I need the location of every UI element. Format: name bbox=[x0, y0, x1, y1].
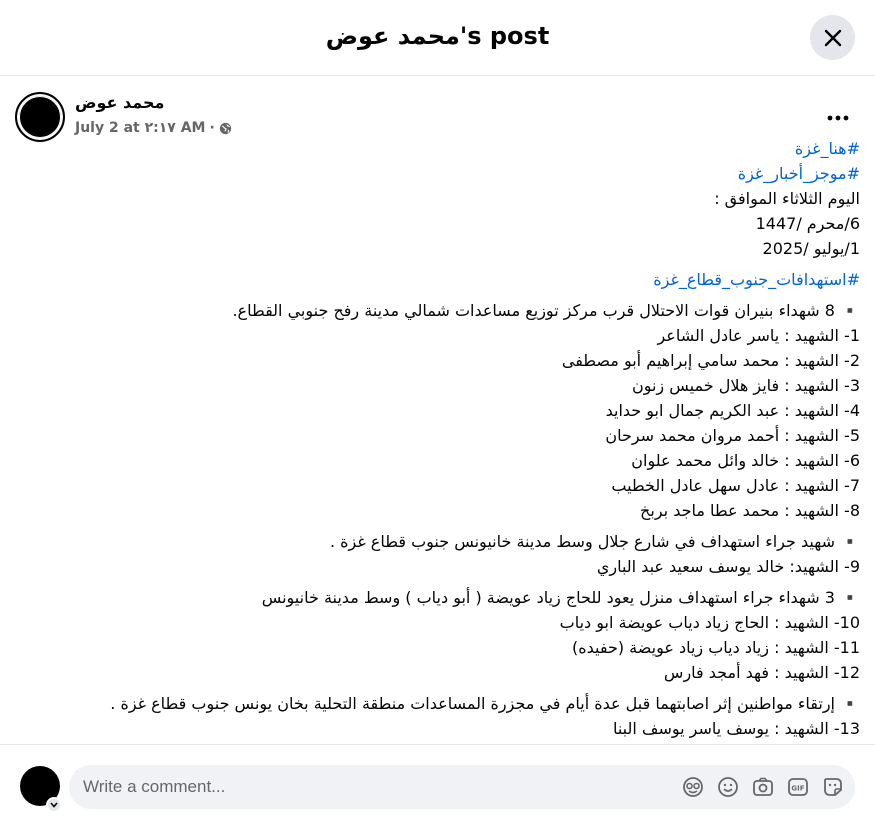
hashtag-link[interactable]: #هنا_غزة bbox=[794, 139, 860, 158]
close-icon bbox=[823, 28, 843, 48]
author-avatar[interactable] bbox=[15, 92, 65, 142]
profile-switch-chevron[interactable] bbox=[46, 797, 62, 813]
emoji-icon[interactable] bbox=[716, 775, 740, 799]
svg-text:GIF: GIF bbox=[791, 784, 805, 793]
avatar-sticker-icon[interactable] bbox=[681, 775, 705, 799]
post-text-line: 7- الشهيد : عادل سهل عادل الخطيب bbox=[611, 476, 860, 495]
post-text-line: 6- الشهيد : خالد وائل محمد علوان bbox=[631, 451, 860, 470]
chevron-down-icon bbox=[50, 802, 58, 808]
post-content-area bbox=[0, 76, 875, 744]
comment-tools bbox=[681, 775, 845, 799]
gif-icon[interactable] bbox=[786, 775, 810, 799]
post-text-line: 1/يوليو /2025 bbox=[762, 239, 860, 258]
post-text-line: 6/محرم /1447 bbox=[755, 214, 860, 233]
post-text-line: ▪️ إرتقاء مواطنين إثر اصابتهما قبل عدة أيام في مجزرة المساعدات منطقة التحلية بخان يونس جنوب قطاع غزة . bbox=[110, 694, 860, 713]
author-name[interactable]: محمد عوض bbox=[75, 93, 165, 112]
post-text-line: 5- الشهيد : أحمد مروان محمد سرحان bbox=[605, 426, 860, 445]
comment-composer bbox=[0, 744, 875, 832]
hashtag-link[interactable]: #استهدافات_جنوب_قطاع_غزة bbox=[653, 270, 860, 289]
more-options-button[interactable] bbox=[820, 100, 856, 136]
post-text-line: اليوم الثلاثاء الموافق : bbox=[714, 189, 860, 208]
post-text-line: 3- الشهيد : فايز هلال خميس زنون bbox=[631, 376, 860, 395]
post-text-line: 2- الشهيد : محمد سامي إبراهيم أبو مصطفى bbox=[561, 351, 860, 370]
post-text-line: ▪️ 8 شهداء بنيران قوات الاحتلال قرب مركز توزيع مساعدات شمالي مدينة رفح جنوبي القطاع. bbox=[232, 301, 860, 320]
post-text-line: 11- الشهيد : زياد دياب زياد عويضة (حفيده) bbox=[572, 638, 860, 657]
post-text-line: 12- الشهيد : فهد أمجد فارس bbox=[663, 663, 860, 682]
post-text-line: 4- الشهيد : عبد الكريم جمال ابو حدايد bbox=[605, 401, 860, 420]
post-text-line: ▪️ 3 شهداء جراء استهداف منزل يعود للحاج زياد عويضة ( أبو دياب ) وسط مدينة خانيونس bbox=[261, 588, 860, 607]
post-text-line: 9- الشهيد: خالد يوسف سعيد عبد الباري bbox=[596, 557, 860, 576]
post-text-line: 8- الشهيد : محمد عطا ماجد بربخ bbox=[640, 501, 860, 520]
post-timestamp[interactable]: July 2 at ٢:١٧ AM bbox=[75, 120, 206, 136]
sticker-icon[interactable] bbox=[821, 775, 845, 799]
dialog-title: محمد عوض's post bbox=[325, 22, 550, 50]
more-dots-icon bbox=[827, 115, 849, 121]
globe-icon bbox=[219, 122, 232, 135]
hashtag-link[interactable]: #موجز_أخبار_غزة bbox=[737, 164, 860, 183]
meta-separator: · bbox=[209, 120, 215, 136]
post-meta bbox=[75, 120, 232, 136]
post-body bbox=[15, 136, 860, 741]
comment-placeholder: Write a comment... bbox=[83, 777, 226, 796]
post-dialog-header bbox=[0, 0, 875, 76]
post-text-line: 1- الشهيد : ياسر عادل الشاعر bbox=[657, 326, 860, 345]
post-text-line: ▪️ شهيد جراء استهداف في شارع جلال وسط مدينة خانيونس جنوب قطاع غزة . bbox=[329, 532, 860, 551]
comment-input[interactable] bbox=[69, 765, 855, 809]
close-button[interactable] bbox=[810, 15, 855, 60]
post-text-line: 10- الشهيد : الحاج زياد دياب عويضة ابو دياب bbox=[559, 613, 860, 632]
camera-icon[interactable] bbox=[751, 775, 775, 799]
post-text-line: 13- الشهيد : يوسف ياسر يوسف البنا bbox=[612, 719, 860, 738]
